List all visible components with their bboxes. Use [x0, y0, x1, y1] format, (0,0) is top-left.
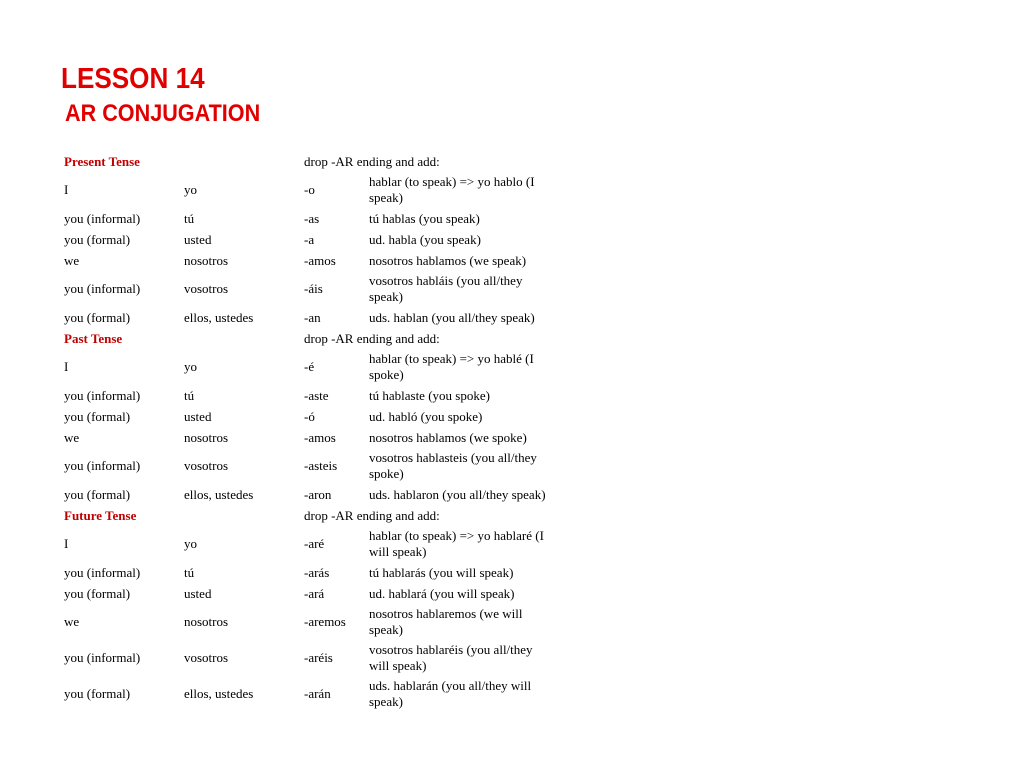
ending: -arás: [304, 564, 330, 580]
pronoun-es: nosotros: [184, 614, 229, 629]
pronoun-en: you (formal): [64, 686, 131, 701]
ending: -asteis: [304, 458, 338, 473]
table-row: [59, 562, 559, 583]
example: ud. habla (you speak): [369, 231, 481, 247]
pronoun-es: ellos, ustedes: [184, 486, 254, 502]
pronoun-es: ellos, ustedes: [184, 686, 254, 701]
pronoun-en: I: [64, 359, 69, 374]
ending: -as: [304, 210, 320, 226]
ending: -áis: [304, 281, 323, 296]
pronoun-es: tú: [184, 564, 195, 580]
ending: -an: [304, 309, 321, 325]
section-heading: Present Tense: [64, 153, 140, 169]
lesson-title: LESSON 14: [61, 63, 205, 95]
pronoun-es: usted: [184, 408, 212, 424]
example: uds. hablan (you all/they speak): [369, 309, 535, 325]
pronoun-es: nosotros: [184, 252, 229, 268]
table-row: [59, 640, 559, 676]
ending: -arán: [304, 686, 331, 701]
table-row: [59, 307, 559, 328]
table-row: [59, 448, 559, 484]
pronoun-en: you (formal): [64, 309, 131, 325]
pronoun-en: you (informal): [64, 564, 141, 580]
example: hablar (to speak) => yo hablo (I speak): [369, 174, 535, 205]
pronoun-en: we: [64, 252, 80, 268]
pronoun-es: yo: [184, 359, 197, 374]
pronoun-en: you (informal): [64, 650, 141, 665]
example: nosotros hablaremos (we will speak): [369, 606, 523, 637]
example: vosotros hablasteis (you all/they spoke): [369, 450, 537, 481]
pronoun-es: tú: [184, 387, 195, 403]
pronoun-en: you (informal): [64, 458, 141, 473]
section-instruction: drop -AR ending and add:: [304, 153, 440, 169]
example: tú hablarás (you will speak): [369, 564, 514, 580]
pronoun-en: we: [64, 614, 80, 629]
table-row: [59, 208, 559, 229]
ending: -ó: [304, 408, 315, 424]
table-row: [59, 349, 559, 385]
table-row: [59, 229, 559, 250]
pronoun-en: we: [64, 429, 80, 445]
pronoun-en: you (informal): [64, 210, 141, 226]
example: ud. habló (you spoke): [369, 408, 483, 424]
pronoun-es: ellos, ustedes: [184, 309, 254, 325]
table-row: [59, 385, 559, 406]
ending: -amos: [304, 429, 336, 445]
example: tú hablas (you speak): [369, 210, 480, 226]
section-heading: Past Tense: [64, 330, 123, 346]
empty-cell: [179, 505, 299, 526]
pronoun-es: yo: [184, 536, 197, 551]
example: hablar (to speak) => yo hablé (I spoke): [369, 351, 534, 382]
example: nosotros hablamos (we speak): [369, 252, 527, 268]
pronoun-en: I: [64, 536, 69, 551]
section-header-present: [59, 151, 559, 172]
pronoun-es: vosotros: [184, 281, 229, 296]
table-row: [59, 427, 559, 448]
example: hablar (to speak) => yo hablaré (I will speak): [369, 528, 544, 559]
section-heading: Future Tense: [64, 507, 137, 523]
table-row: [59, 271, 559, 307]
pronoun-es: vosotros: [184, 458, 229, 473]
empty-cell: [179, 328, 299, 349]
table-row: [59, 583, 559, 604]
section-instruction: drop -AR ending and add:: [304, 330, 440, 346]
ending: -aremos: [304, 614, 346, 629]
ending: -a: [304, 231, 315, 247]
ending: -ará: [304, 585, 325, 601]
empty-cell: [179, 151, 299, 172]
pronoun-en: I: [64, 182, 69, 197]
pronoun-es: usted: [184, 231, 212, 247]
ending: -aron: [304, 486, 332, 502]
example: vosotros habláis (you all/they speak): [369, 273, 523, 304]
table-row: [59, 406, 559, 427]
ending: -o: [304, 182, 315, 197]
ending: -é: [304, 359, 315, 374]
table-row: [59, 604, 559, 640]
ending: -aréis: [304, 650, 333, 665]
pronoun-en: you (informal): [64, 281, 141, 296]
pronoun-es: usted: [184, 585, 212, 601]
example: vosotros hablaréis (you all/they will speak): [369, 642, 533, 673]
table-row: [59, 526, 559, 562]
pronoun-es: yo: [184, 182, 197, 197]
pronoun-en: you (formal): [64, 408, 131, 424]
table-row: [59, 676, 559, 712]
conjugation-table: [59, 151, 559, 712]
pronoun-en: you (formal): [64, 486, 131, 502]
example: uds. hablarán (you all/they will speak): [369, 678, 532, 709]
section-header-past: [59, 328, 559, 349]
section-instruction: drop -AR ending and add:: [304, 507, 440, 523]
pronoun-es: nosotros: [184, 429, 229, 445]
section-header-future: [59, 505, 559, 526]
table-row: [59, 484, 559, 505]
pronoun-es: vosotros: [184, 650, 229, 665]
table-row: [59, 172, 559, 208]
ending: -aste: [304, 387, 329, 403]
pronoun-en: you (formal): [64, 231, 131, 247]
ending: -aré: [304, 536, 325, 551]
example: ud. hablará (you will speak): [369, 585, 515, 601]
lesson-subtitle: AR CONJUGATION: [65, 100, 261, 127]
example: nosotros hablamos (we spoke): [369, 429, 527, 445]
pronoun-es: tú: [184, 210, 195, 226]
pronoun-en: you (informal): [64, 387, 141, 403]
pronoun-en: you (formal): [64, 585, 131, 601]
table-row: [59, 250, 559, 271]
example: tú hablaste (you spoke): [369, 387, 490, 403]
ending: -amos: [304, 252, 336, 268]
example: uds. hablaron (you all/they speak): [369, 486, 546, 502]
